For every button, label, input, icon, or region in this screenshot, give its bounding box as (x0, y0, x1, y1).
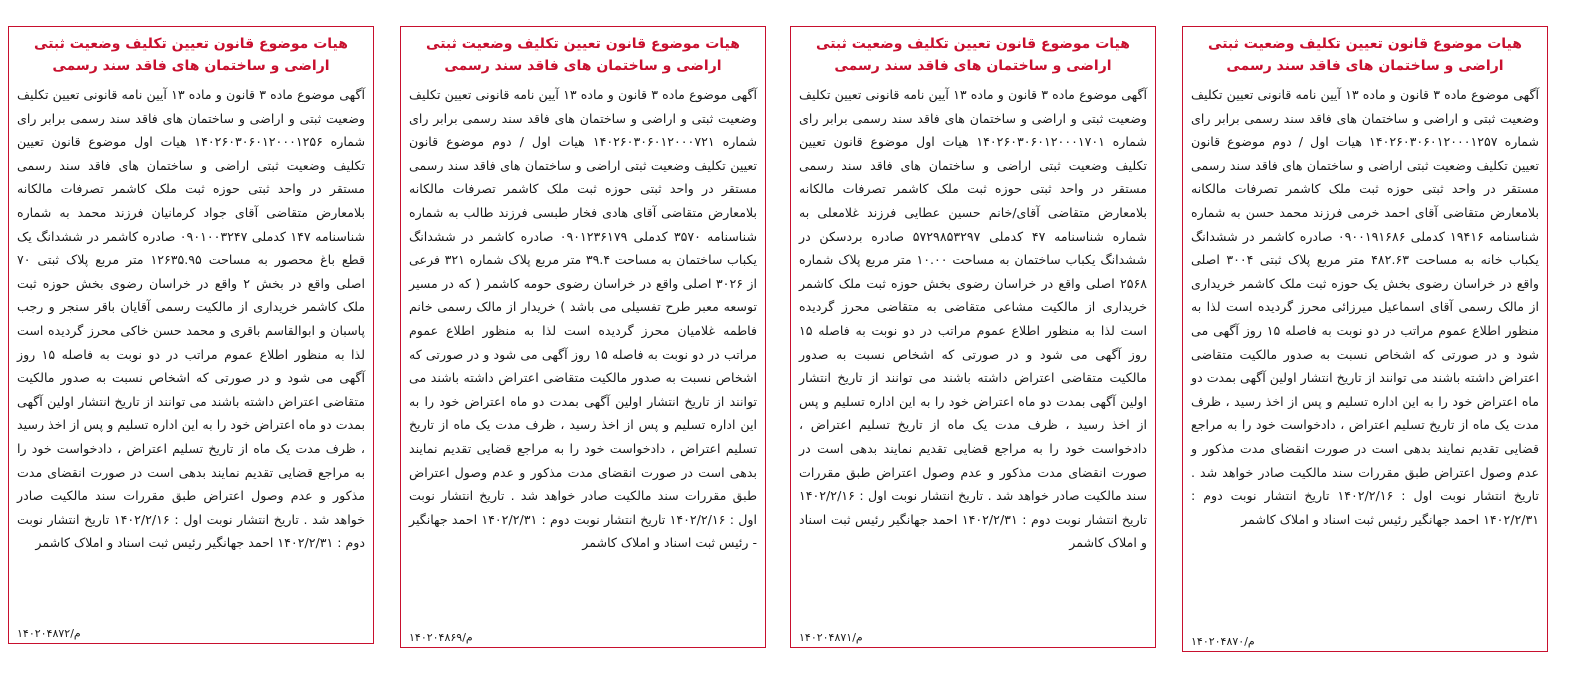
notice-1 (1182, 26, 1548, 652)
notice-2 (790, 26, 1156, 648)
notice-4 (8, 26, 374, 644)
notice-body: آگهی موضوع ماده ۳ قانون و ماده ۱۳ آیین نامه قانونی تعیین تکلیف وضعیت ثبتی و اراضی و ساختمان های فاقد سند رسمی برابر رای شماره ۱۴۰۲۶۰۳۰۶۰۱۲۰۰۰۱۷۰۱ هیات اول موضوع قانون تعیین تکلیف وضعیت ثبتی اراضی و ساختمان های فاقد سند رسمی مستقر در واحد ثبتی حوزه ثبت ملک کاشمر تصرفات مالکانه بلامعارض متقاضی آقای/خانم حسین عطایی فرزند غلامعلی به شماره شناسنامه ۴۷ کدملی ۵۷۲۹۸۵۳۲۹۷ صادره بردسکن در ششدانگ یکباب ساختمان به مساحت ۱۰.۰۰ متر مربع پلاک شماره ۲۵۶۸ اصلی واقع در خراسان رضوی بخش حوزه ثبت ملک کاشمر خریداری از مالکیت مشاعی متقاضی به متقاضی محرز گردیده است لذا به منظور اطلاع عموم مراتب در دو نوبت به فاصله ۱۵ روز آگهی می شود و در صورتی که اشخاص نسبت به صدور مالکیت متقاضی اعتراض داشته باشند می توانند از تاریخ انتشار اولین آگهی بمدت دو ماه اعتراض خود را به این اداره تسلیم و پس از اخذ رسید ، ظرف مدت یک ماه از تاریخ تسلیم اعتراض ، دادخواست خود را به مراجع قضایی تقدیم نمایند بدهی است در صورت انقضای مدت مذکور و عدم وصول اعتراض طبق مقررات سند مالکیت صادر خواهد شد . تاریخ انتشار نوبت اول : ۱۴۰۲/۲/۱۶ تاریخ انتشار نوبت دوم : ۱۴۰۲/۲/۳۱ احمد جهانگیر رئیس ثبت اسناد و املاک کاشمر (799, 87, 1148, 551)
notice-title: هیات موضوع قانون تعیین تکلیف وضعیت ثبتی اراضی و ساختمان های فاقد سند رسمی (816, 36, 1130, 74)
notice-code: م/۱۴۰۲۰۴۸۶۹ (409, 631, 473, 644)
notice-title: هیات موضوع قانون تعیین تکلیف وضعیت ثبتی اراضی و ساختمان های فاقد سند رسمی (34, 36, 348, 74)
notice-title: هیات موضوع قانون تعیین تکلیف وضعیت ثبتی اراضی و ساختمان های فاقد سند رسمی (426, 36, 740, 74)
notice-code: م/۱۴۰۲۰۴۸۷۰ (1191, 635, 1255, 648)
notice-code: م/۱۴۰۲۰۴۸۷۱ (799, 631, 863, 644)
notice-3 (400, 26, 766, 648)
notice-body: آگهی موضوع ماده ۳ قانون و ماده ۱۳ آیین نامه قانونی تعیین تکلیف وضعیت ثبتی و اراضی و ساختمان های فاقد سند رسمی برابر رای شماره ۱۴۰۲۶۰۳۰۶۰۱۲۰۰۰۱۲۵۷ هیات اول / دوم موضوع قانون تعیین تکلیف وضعیت ثبتی اراضی و ساختمان های فاقد سند رسمی مستقر در واحد ثبتی حوزه ثبت ملک کاشمر تصرفات مالکانه بلامعارض متقاضی آقای احمد خرمی فرزند محمد حسن به شماره شناسنامه ۱۹۴۱۶ کدملی ۰۹۰۰۱۹۱۶۸۶ صادره کاشمر در ششدانگ یکباب خانه به مساحت ۴۸۲.۶۳ متر مربع پلاک ثبتی ۳۰۰۴ اصلی واقع در خراسان رضوی بخش یک حوزه ثبت ملک کاشمر خریداری از مالک رسمی آقای اسماعیل میرزائی محرز گردیده است لذا به منظور اطلاع عموم مراتب در دو نوبت به فاصله ۱۵ روز آگهی می شود و در صورتی که اشخاص نسبت به صدور مالکیت متقاضی اعتراض داشته باشند می توانند از تاریخ انتشار اولین آگهی بمدت دو ماه اعتراض خود را به این اداره تسلیم و پس از اخذ رسید ، ظرف مدت یک ماه از تاریخ تسلیم اعتراض ، دادخواست خود را به مراجع قضایی تقدیم نمایند بدهی است در صورت انقضای مدت مذکور و عدم وصول اعتراض طبق مقررات سند مالکیت صادر خواهد شد . تاریخ انتشار نوبت اول : ۱۴۰۲/۲/۱۶ تاریخ انتشار نوبت دوم : ۱۴۰۲/۲/۳۱ احمد جهانگیر رئیس ثبت اسناد و املاک کاشمر (1191, 87, 1540, 527)
notice-body: آگهی موضوع ماده ۳ قانون و ماده ۱۳ آیین نامه قانونی تعیین تکلیف وضعیت ثبتی و اراضی و ساختمان های فاقد سند رسمی برابر رای شماره ۱۴۰۲۶۰۳۰۶۰۱۲۰۰۰۷۲۱ هیات اول / دوم موضوع قانون تعیین تکلیف وضعیت ثبتی اراضی و ساختمان های فاقد سند رسمی مستقر در واحد ثبتی حوزه ثبت ملک کاشمر تصرفات مالکانه بلامعارض متقاضی آقای هادی فخار طبسی فرزند طالب به شماره شناسنامه ۳۵۷۰ کدملی ۰۹۰۱۲۳۶۱۷۹ صادره کاشمر در ششدانگ یکباب ساختمان به مساحت ۳۹.۴ متر مربع پلاک شماره ۳۲۱ فرعی از ۳۰۲۶ اصلی واقع در خراسان رضوی حومه کاشمر ( که در مسیر توسعه معبر طرح تفسیلی می باشد ) خریدار از مالک رسمی خانم فاطمه غلامیان محرز گردیده است لذا به منظور اطلاع عموم مراتب در دو نوبت به فاصله ۱۵ روز آگهی می شود و در صورتی که اشخاص نسبت به صدور مالکیت متقاضی اعتراض داشته باشند می توانند از تاریخ انتشار اولین آگهی بمدت دو ماه اعتراض خود را به این اداره تسلیم و پس از اخذ رسید ، ظرف مدت یک ماه از تاریخ تسلیم اعتراض ، دادخواست خود را به مراجع قضایی تقدیم نمایند بدهی است در صورت انقضای مدت مذکور و عدم وصول اعتراض طبق مقررات سند مالکیت صادر خواهد شد . تاریخ انتشار نوبت اول : ۱۴۰۲/۲/۱۶ تاریخ انتشار نوبت دوم : ۱۴۰۲/۲/۳۱ احمد جهانگیر - رئیس ثبت اسناد و املاک کاشمر (409, 87, 758, 551)
notice-title: هیات موضوع قانون تعیین تکلیف وضعیت ثبتی اراضی و ساختمان های فاقد سند رسمی (1208, 36, 1522, 74)
notice-body: آگهی موضوع ماده ۳ قانون و ماده ۱۳ آیین نامه قانونی تعیین تکلیف وضعیت ثبتی و اراضی و ساختمان های فاقد سند رسمی برابر رای شماره ۱۴۰۲۶۰۳۰۶۰۱۲۰۰۰۱۲۵۶ هیات اول موضوع قانون تعیین تکلیف وضعیت ثبتی اراضی و ساختمان های فاقد سند رسمی مستقر در واحد ثبتی حوزه ثبت ملک کاشمر تصرفات مالکانه بلامعارض متقاضی آقای جواد کرمانیان فرزند محمد به شماره شناسنامه ۱۴۷ کدملی ۰۹۰۱۰۰۳۲۴۷ صادره کاشمر در ششدانگ یک قطع باغ محصور به مساحت ۱۲۶۳۵.۹۵ متر مربع پلاک ثبتی ۷۰ اصلی واقع در بخش ۲ واقع در خراسان رضوی بخش حوزه ثبت ملک کاشمر خریداری از مالکیت رسمی آقایان باقر سنجر و رجب پاسبان و ابوالقاسم باقری و محمد حسن خاکی محرز گردیده است لذا به منظور اطلاع عموم مراتب در دو نوبت به فاصله ۱۵ روز آگهی می شود و در صورتی که اشخاص نسبت به صدور مالکیت متقاضی اعتراض داشته باشند می توانند از تاریخ انتشار اولین آگهی بمدت دو ماه اعتراض خود را به این اداره تسلیم و پس از اخذ رسید ، ظرف مدت یک ماه از تاریخ تسلیم اعتراض ، دادخواست خود را به مراجع قضایی تقدیم نمایند بدهی است در صورت انقضای مدت مذکور و عدم وصول اعتراض طبق مقررات سند مالکیت صادر خواهد شد . تاریخ انتشار نوبت اول : ۱۴۰۲/۲/۱۶ تاریخ انتشار نوبت دوم : ۱۴۰۲/۲/۳۱ احمد جهانگیر رئیس ثبت اسناد و املاک کاشمر (17, 87, 366, 551)
notice-code: م/۱۴۰۲۰۴۸۷۲ (17, 627, 81, 640)
